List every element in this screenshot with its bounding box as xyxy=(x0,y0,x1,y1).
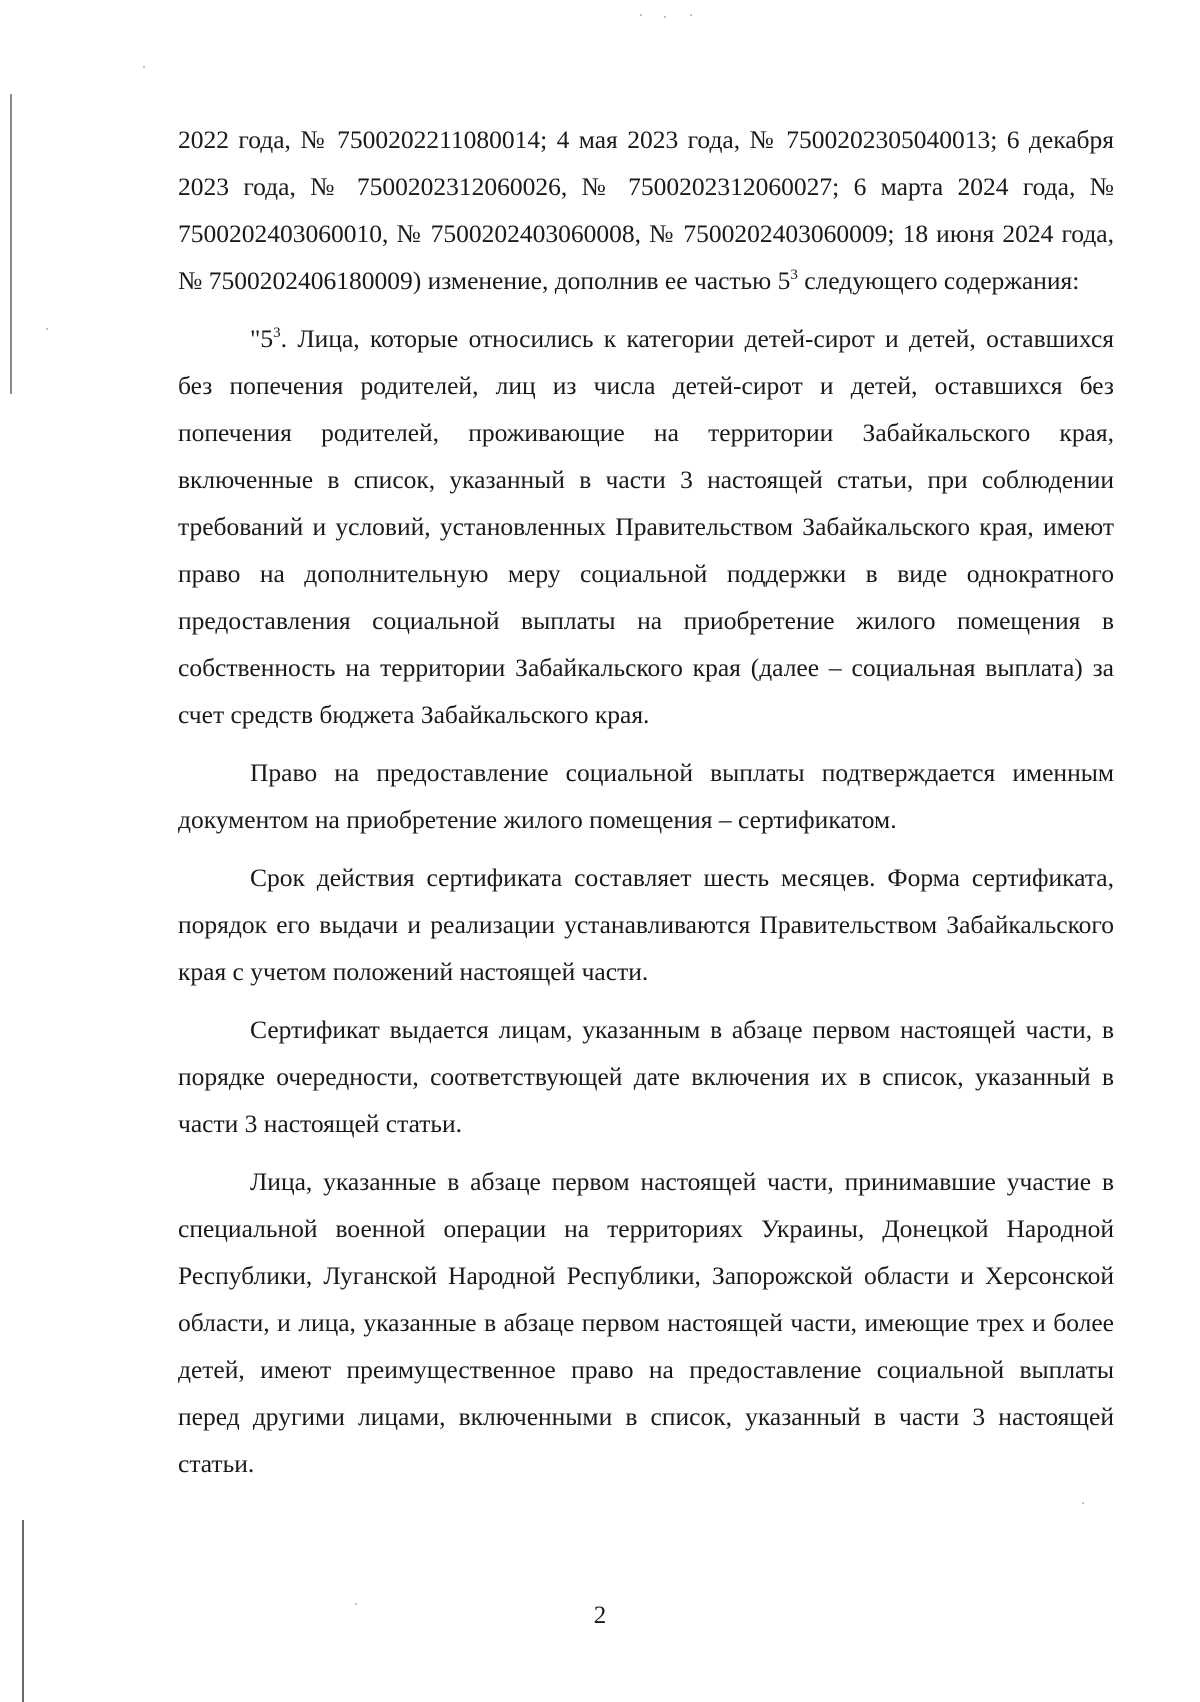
page-number: 2 xyxy=(593,1602,607,1629)
paragraph-text: 2022 года, № 7500202211080014; 4 мая 2023 года, № 7500202305040013; 6 декабря 2023 года, № 7500202312060026, № 7500202312060027; 6 марта 2024 года, № 7500202403060010, № 7500202403060008, № 7500202403060009; 18 июня 2024 года, № 7500202406180009) изменение, дополнив ее частью 5 xyxy=(178,125,1114,295)
paragraph-certificate-right: Право на предоставление социальной выплаты подтверждается именным документом на приобретение жилого помещения – сертификатом. xyxy=(178,758,1114,834)
paragraph-text: "5 xyxy=(250,324,274,353)
paragraph-continuation xyxy=(178,116,1114,304)
scan-speck xyxy=(46,328,48,330)
superscript: 3 xyxy=(273,325,281,341)
paragraph-part-5-3 xyxy=(178,315,1114,738)
scan-speck xyxy=(1082,1502,1084,1504)
scan-speck xyxy=(690,14,692,16)
paragraph-text: следующего содержания: xyxy=(797,266,1080,295)
paragraph-certificate-issue: Сертификат выдается лицам, указанным в абзаце первом настоящей части, в порядке очередности, соответствующей дате включения их в список, указанный в части 3 настоящей статьи. xyxy=(178,1015,1114,1138)
paragraph-text: . Лица, которые относились к категории детей-сирот и детей, оставшихся без попечения родителей, лиц из числа детей-сирот и детей, оставшихся без попечения родителей, проживающие на территории Забайкальского края, включенные в список, указанный в части 3 настоящей статьи, при соблюдении требований и условий, установленных Правительством Забайкальского края, имеют право на дополнительную меру социальной поддержки в виде однократного предоставления социальной выплаты на приобретение жилого помещения в собственность на территории Забайкальского края (далее – социальная выплата) за счет средств бюджета Забайкальского края. xyxy=(178,324,1114,729)
paragraph-priority-right: Лица, указанные в абзаце первом настоящей части, принимавшие участие в специальной военной операции на территориях Украины, Донецкой Народной Республики, Луганской Народной Республики, Запорожской области и Херсонской области, и лица, указанные в абзаце первом настоящей части, имеющие трех и более детей, имеют преимущественное право на предоставление социальной выплаты перед другими лицами, включенными в список, указанный в части 3 настоящей статьи. xyxy=(178,1167,1114,1478)
document-body xyxy=(178,116,1114,1487)
scan-speck xyxy=(143,66,145,68)
superscript: 3 xyxy=(790,267,798,283)
scan-speck xyxy=(664,16,666,18)
scan-margin-line-top xyxy=(10,94,12,394)
paragraph-certificate-term: Срок действия сертификата составляет шесть месяцев. Форма сертификата, порядок его выдачи и реализации устанавливаются Правительством Забайкальского края с учетом положений настоящей части. xyxy=(178,863,1114,986)
scan-speck xyxy=(640,14,642,16)
